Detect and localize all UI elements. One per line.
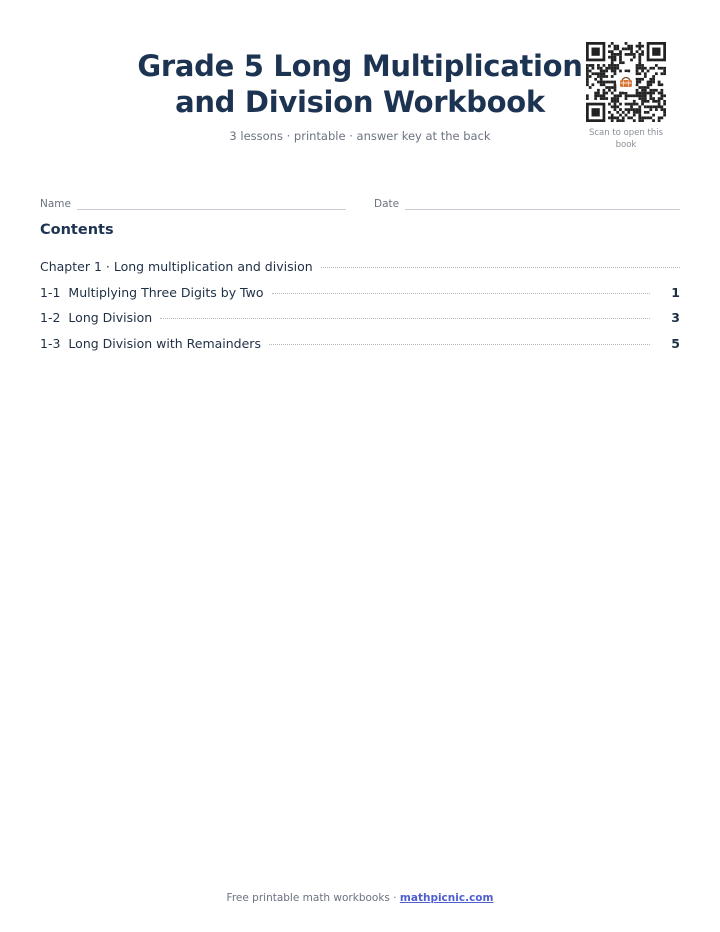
leader-dots (269, 344, 650, 345)
date-field[interactable] (374, 194, 680, 210)
basket-logo-icon (616, 72, 636, 92)
leader-dots (160, 318, 650, 319)
page-title (120, 48, 600, 120)
title-line-1: Grade 5 Long Multiplication (137, 49, 583, 83)
page-number: 1 (671, 285, 680, 300)
qr-code[interactable] (586, 42, 666, 122)
title-line-2: and Division Workbook (175, 85, 545, 119)
leader-dots (272, 293, 651, 294)
footer (160, 892, 560, 904)
qr-caption: Scan to open this book (588, 128, 664, 150)
lesson-title: Long Division (68, 310, 153, 325)
toc-entry[interactable] (40, 336, 680, 354)
contents-heading: Contents (40, 222, 114, 238)
toc-entry[interactable] (40, 310, 680, 328)
chapter-title: Chapter 1 · Long multiplication and division (40, 259, 313, 274)
footer-link[interactable]: mathpicnic.com (399, 892, 494, 904)
lesson-number: 1-2 (40, 310, 61, 325)
page-number: 3 (671, 310, 680, 325)
date-line[interactable] (405, 200, 680, 210)
subtitle: 3 lessons · printable · answer key at the back (229, 129, 491, 143)
lesson-number: 1-1 (40, 285, 61, 300)
name-label: Name (40, 198, 71, 210)
lesson-number: 1-3 (40, 336, 61, 351)
date-label: Date (374, 198, 400, 210)
leader-dots (321, 267, 680, 268)
lesson-title: Multiplying Three Digits by Two (68, 285, 264, 300)
footer-text: Free printable math workbooks · (226, 892, 400, 904)
name-line[interactable] (77, 200, 346, 210)
toc-entry[interactable] (40, 285, 680, 303)
page-number: 5 (671, 336, 680, 351)
name-field[interactable] (40, 194, 346, 210)
lesson-title: Long Division with Remainders (68, 336, 261, 351)
toc-chapter[interactable] (40, 259, 680, 277)
